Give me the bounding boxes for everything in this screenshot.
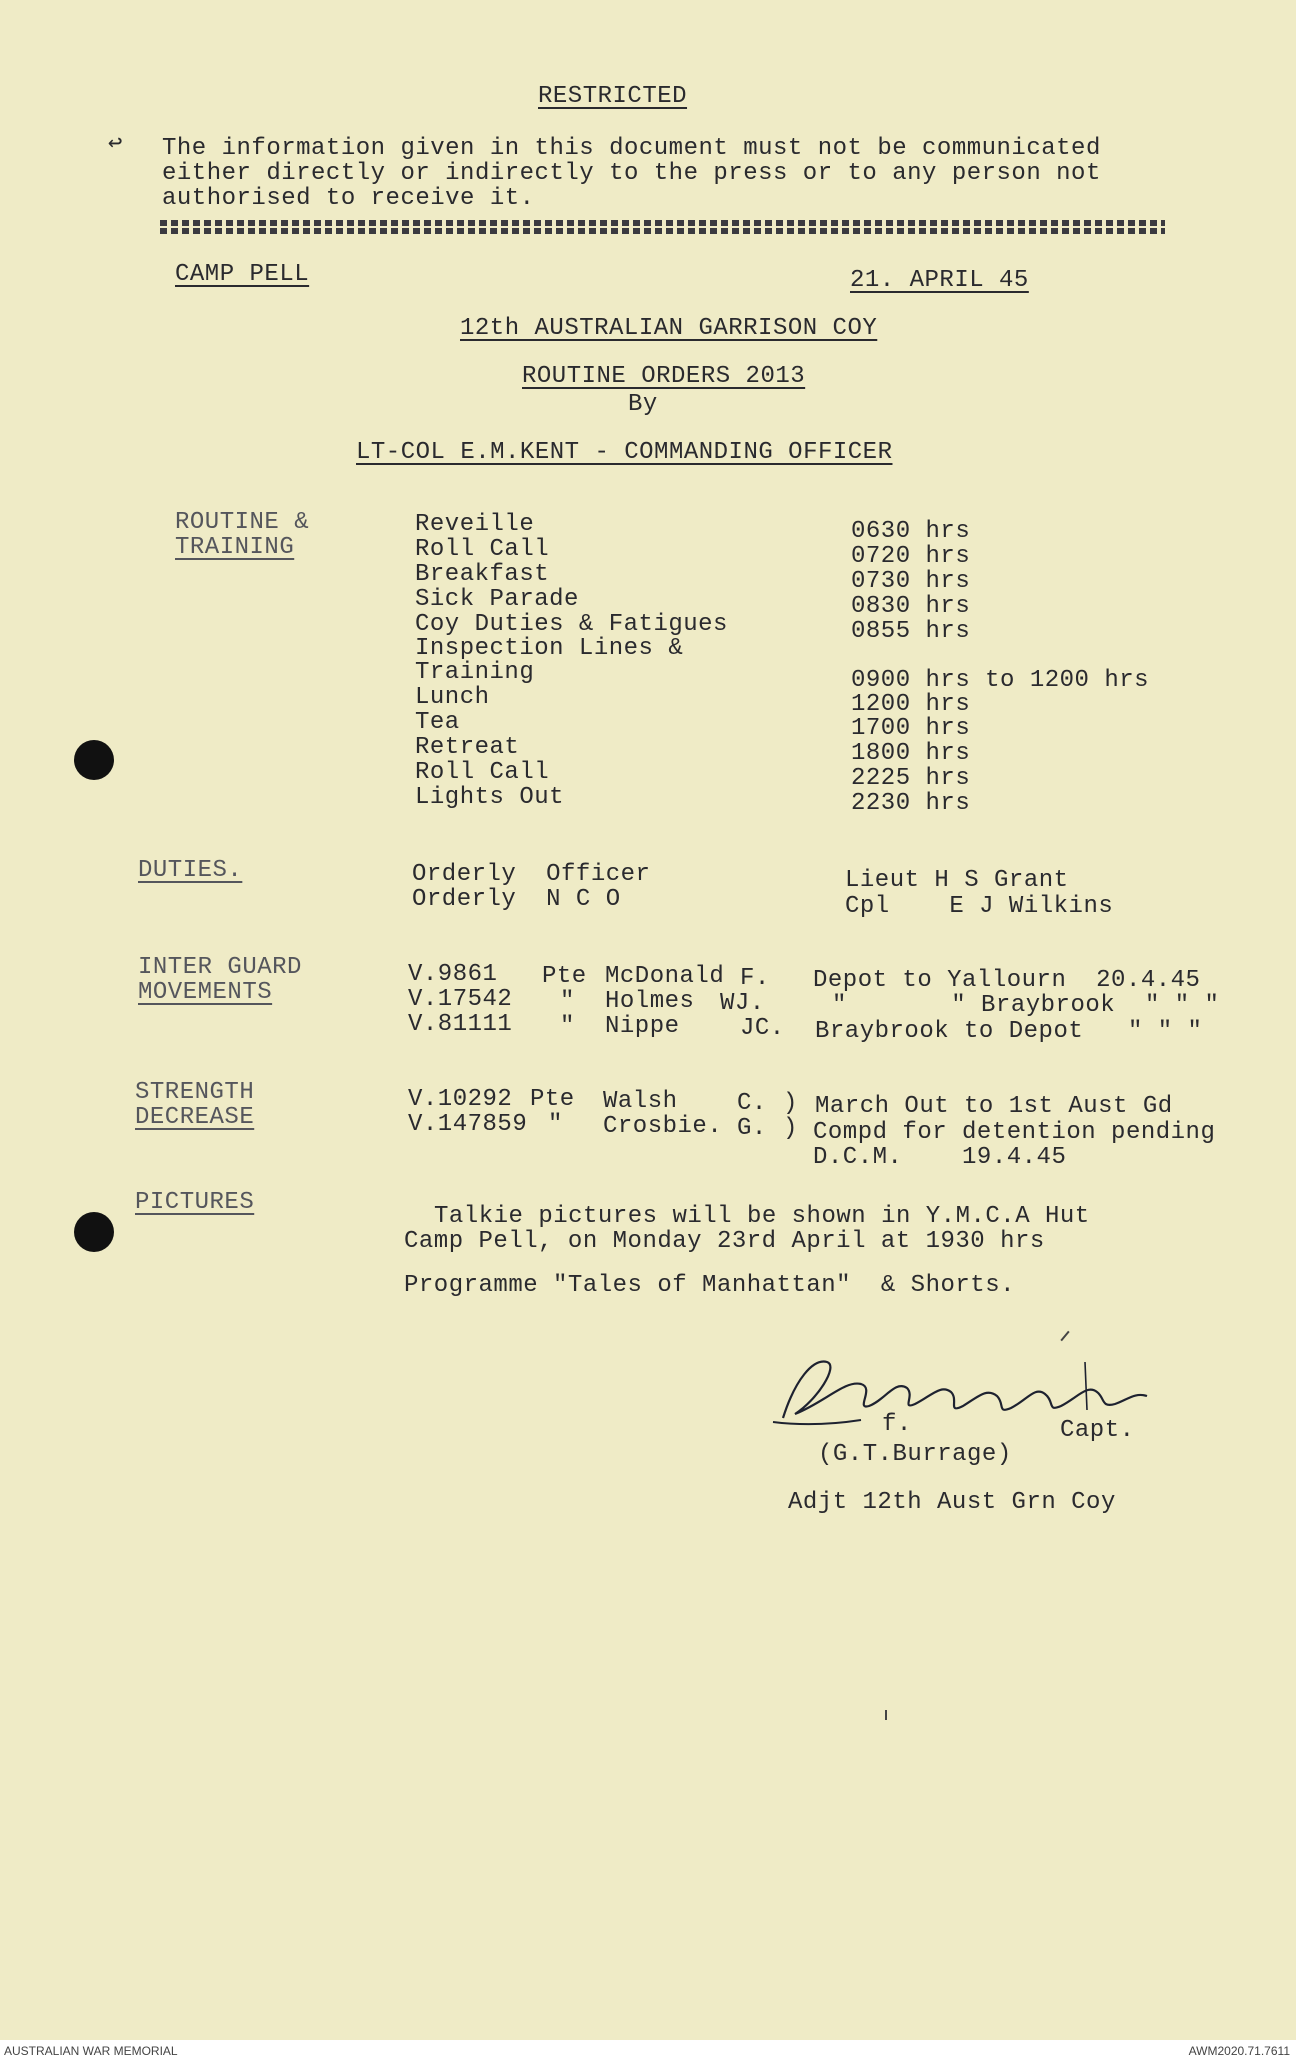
strength-surname: Crosbie. [603, 1113, 723, 1140]
signature-per: f. [882, 1411, 912, 1438]
stray-mark [885, 1710, 887, 1720]
routine-time: 2225 hrs [851, 765, 971, 792]
dashed-separator-bottom [160, 228, 1165, 234]
routine-time: 0855 hrs [851, 618, 971, 645]
location: CAMP PELL [175, 261, 310, 288]
notice-line-3: authorised to receive it. [162, 185, 535, 212]
routine-time: 1200 hrs [851, 691, 971, 718]
routine-heading-1: ROUTINE & [175, 509, 310, 536]
commanding-officer: LT-COL E.M.KENT - COMMANDING OFFICER [356, 439, 893, 466]
routine-time: 0720 hrs [851, 543, 971, 570]
strength-initials: G. [737, 1115, 767, 1142]
classification-label: RESTRICTED [538, 83, 688, 110]
routine-time: 0630 hrs [851, 518, 971, 545]
by-label: By [628, 391, 658, 418]
routine-activity: Tea [415, 709, 460, 736]
document-title: ROUTINE ORDERS 2013 [522, 363, 806, 390]
pictures-heading: PICTURES [135, 1189, 255, 1216]
movement-surname: Holmes [605, 988, 695, 1015]
routine-time: 0830 hrs [851, 593, 971, 620]
duty-name: Lieut H S Grant [845, 867, 1069, 894]
routine-activity: Breakfast [415, 561, 550, 588]
strength-heading-1: STRENGTH [135, 1079, 255, 1106]
strength-bracket: ) [783, 1090, 798, 1117]
routine-activity: Sick Parade [415, 586, 579, 613]
routine-time: 2230 hrs [851, 790, 971, 817]
movements-heading-1: INTER GUARD [138, 954, 302, 981]
movement-detail: Braybrook to Depot " " " [815, 1018, 1203, 1045]
signatory-name: (G.T.Burrage) [818, 1441, 1012, 1468]
notice-line-2: either directly or indirectly to the press or to any person not [162, 160, 1101, 187]
tick-mark: ↩ [108, 131, 123, 158]
routine-time: 0730 hrs [851, 568, 971, 595]
strength-bracket: ) [783, 1115, 798, 1142]
strength-rank: " [548, 1111, 563, 1138]
strength-detail: Compd for detention pending [813, 1119, 1216, 1146]
movement-surname: Nippe [605, 1013, 680, 1040]
movement-rank: Pte [542, 963, 587, 990]
strength-surname: Walsh [603, 1088, 678, 1115]
unit-title: 12th AUSTRALIAN GARRISON COY [460, 315, 878, 342]
footer-accession-number: AWM2020.71.7611 [1188, 2044, 1290, 2058]
movement-number: V.17542 [408, 986, 513, 1013]
routine-activity: Lights Out [415, 784, 565, 811]
routine-heading-2: TRAINING [175, 534, 295, 561]
pictures-line-1: Talkie pictures will be shown in Y.M.C.A Hut [434, 1203, 1090, 1230]
strength-detail-continued: D.C.M. 19.4.45 [813, 1144, 1067, 1171]
duty-role: Orderly N C O [412, 886, 621, 913]
routine-time: 0900 hrs to 1200 hrs [851, 667, 1150, 694]
movement-rank: " [560, 1013, 575, 1040]
routine-activity: Reveille [415, 511, 535, 538]
movement-initials: WJ. [720, 990, 765, 1017]
notice-line-1: The information given in this document must not be communicated [162, 135, 1101, 162]
routine-activity: Inspection Lines & [415, 635, 684, 662]
punch-hole-upper [74, 740, 114, 780]
punch-hole-lower [74, 1212, 114, 1252]
routine-activity: Roll Call [415, 536, 550, 563]
duty-role: Orderly Officer [412, 861, 651, 888]
movements-heading-2: MOVEMENTS [138, 979, 273, 1006]
pictures-line-2: Camp Pell, on Monday 23rd April at 1930 hrs [404, 1228, 1045, 1255]
routine-time: 1700 hrs [851, 715, 971, 742]
archive-footer [0, 2040, 1296, 2061]
duties-heading: DUTIES. [138, 857, 243, 884]
pictures-programme: Programme "Tales of Manhattan" & Shorts. [404, 1272, 1015, 1299]
movement-rank: " [560, 988, 575, 1015]
movement-detail: Depot to Yallourn 20.4.45 [813, 967, 1201, 994]
movement-initials: JC. [740, 1015, 785, 1042]
strength-number: V.147859 [408, 1111, 528, 1138]
strength-number: V.10292 [408, 1086, 513, 1113]
strength-rank: Pte [530, 1086, 575, 1113]
strength-detail: March Out to 1st Aust Gd [815, 1093, 1173, 1120]
duty-name: Cpl E J Wilkins [845, 893, 1114, 920]
dashed-separator-top [160, 220, 1165, 226]
movement-detail: " " Braybrook " " " [832, 992, 1220, 1019]
signatory-title: Adjt 12th Aust Grn Coy [788, 1489, 1116, 1516]
routine-activity: Lunch [415, 684, 490, 711]
routine-activity: Training [415, 659, 535, 686]
routine-time: 1800 hrs [851, 740, 971, 767]
footer-institution: AUSTRALIAN WAR MEMORIAL [4, 2044, 178, 2058]
movement-surname: McDonald [605, 963, 725, 990]
strength-initials: C. [737, 1090, 767, 1117]
routine-activity: Coy Duties & Fatigues [415, 611, 728, 638]
movement-number: V.81111 [408, 1011, 513, 1038]
date: 21. APRIL 45 [850, 267, 1029, 294]
strength-heading-2: DECREASE [135, 1104, 255, 1131]
routine-activity: Retreat [415, 734, 520, 761]
movement-number: V.9861 [408, 961, 498, 988]
routine-activity: Roll Call [415, 759, 550, 786]
signature-rank: Capt. [1060, 1417, 1135, 1444]
movement-initials: F. [740, 965, 770, 992]
